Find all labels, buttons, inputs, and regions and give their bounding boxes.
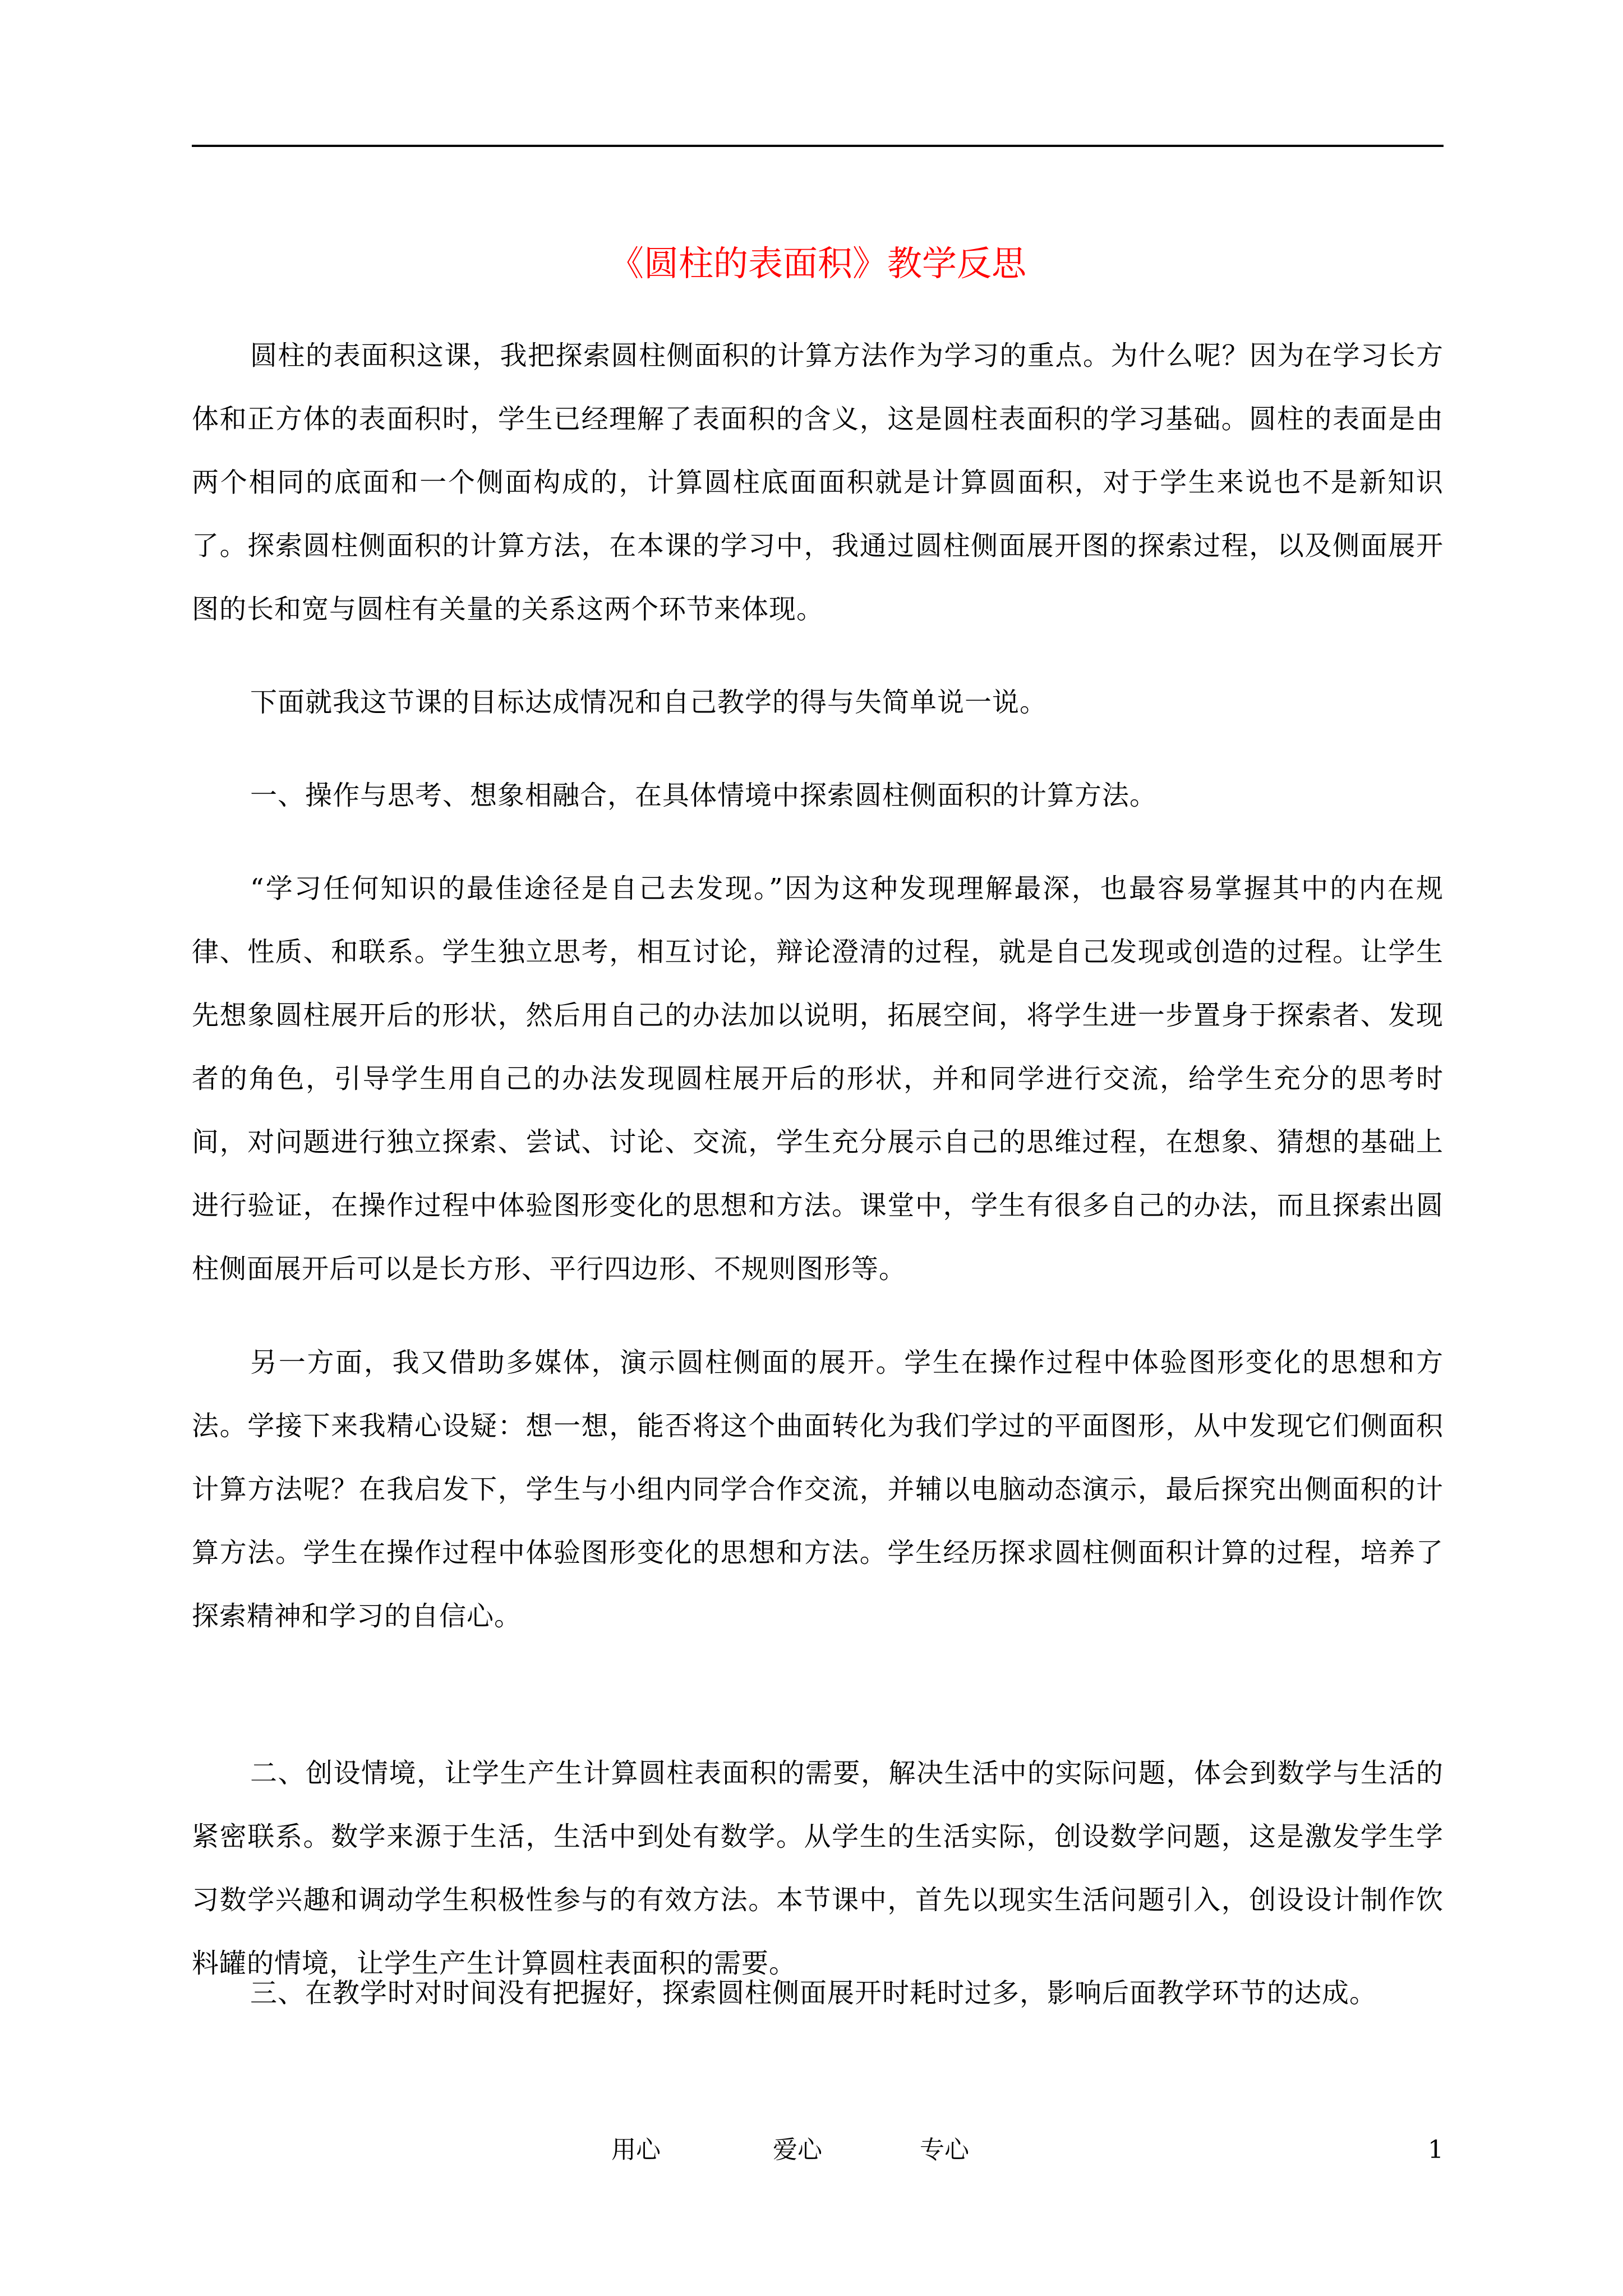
footer-motto-left: 用心: [611, 2136, 661, 2164]
section-heading-three: 三、在教学时对时间没有把握好，探索圆柱侧面展开时耗时过多，影响后面教学环节的达成。: [250, 1977, 1377, 2009]
footer-motto-middle: 爱心: [773, 2136, 822, 2164]
section-heading-two: 二、创设情境，让学生产生计算圆柱表面积的需要，解决生活中的实际问题，体会到数学与生活的紧密联系。数学来源于生活，生活中到处有数学。从学生的生活实际，创设数学问题，这是激发学生学习数学兴趣和调动学生积极性参与的有效方法。本节课中，首先以现实生活问题引入，创设设计制作饮料罐的情境，让学生产生计算圆柱表面积的需要。: [192, 1757, 1444, 1979]
paragraph-intro: 圆柱的表面积这课，我把探索圆柱侧面积的计算方法作为学习的重点。为什么呢？因为在学习长方体和正方体的表面积时，学生已经理解了表面积的含义，这是圆柱表面积的学习基础。圆柱的表面是由两个相同的底面和一个侧面构成的，计算圆柱底面面积就是计算圆面积，对于学生来说也不是新知识了。探索圆柱侧面积的计算方法，在本课的学习中，我通过圆柱侧面展开图的探索过程，以及侧面展开图的长和宽与圆柱有关量的关系这两个环节来体现。: [192, 340, 1444, 625]
footer-motto-right: 专心: [920, 2136, 969, 2164]
document-title: 《圆柱的表面积》教学反思: [608, 243, 1026, 284]
paragraph-discovery: “学习任何知识的最佳途径是自己去发现。”因为这种发现理解最深，也最容易掌握其中的内在规律、性质、和联系。学生独立思考，相互讨论，辩论澄清的过程，就是自己发现或创造的过程。让学生先想象圆柱展开后的形状，然后用自己的办法加以说明，拓展空间，将学生进一步置身于探索者、发现者的角色，引导学生用自己的办法发现圆柱展开后的形状，并和同学进行交流，给学生充分的思考时间，对问题进行独立探索、尝试、讨论、交流，学生充分展示自己的思维过程，在想象、猜想的基础上进行验证，在操作过程中体验图形变化的思想和方法。课堂中，学生有很多自己的办法，而且探索出圆柱侧面展开后可以是长方形、平行四边形、不规则图形等。: [192, 873, 1444, 1285]
header-rule: [192, 145, 1444, 147]
page-footer: [0, 2131, 1623, 2170]
paragraph-multimedia: 另一方面，我又借助多媒体，演示圆柱侧面的展开。学生在操作过程中体验图形变化的思想和方法。学接下来我精心设疑：想一想，能否将这个曲面转化为我们学过的平面图形，从中发现它们侧面积计算方法呢？在我启发下，学生与小组内同学合作交流，并辅以电脑动态演示，最后探究出侧面积的计算方法。学生在操作过程中体验图形变化的思想和方法。学生经历探求圆柱侧面积计算的过程，培养了探索精神和学习的自信心。: [192, 1347, 1444, 1632]
paragraph-overview: 下面就我这节课的目标达成情况和自己教学的得与失简单说一说。: [250, 687, 1048, 718]
section-heading-one: 一、操作与思考、想象相融合，在具体情境中探索圆柱侧面积的计算方法。: [250, 780, 1158, 811]
page-number: 1: [1428, 2136, 1444, 2164]
